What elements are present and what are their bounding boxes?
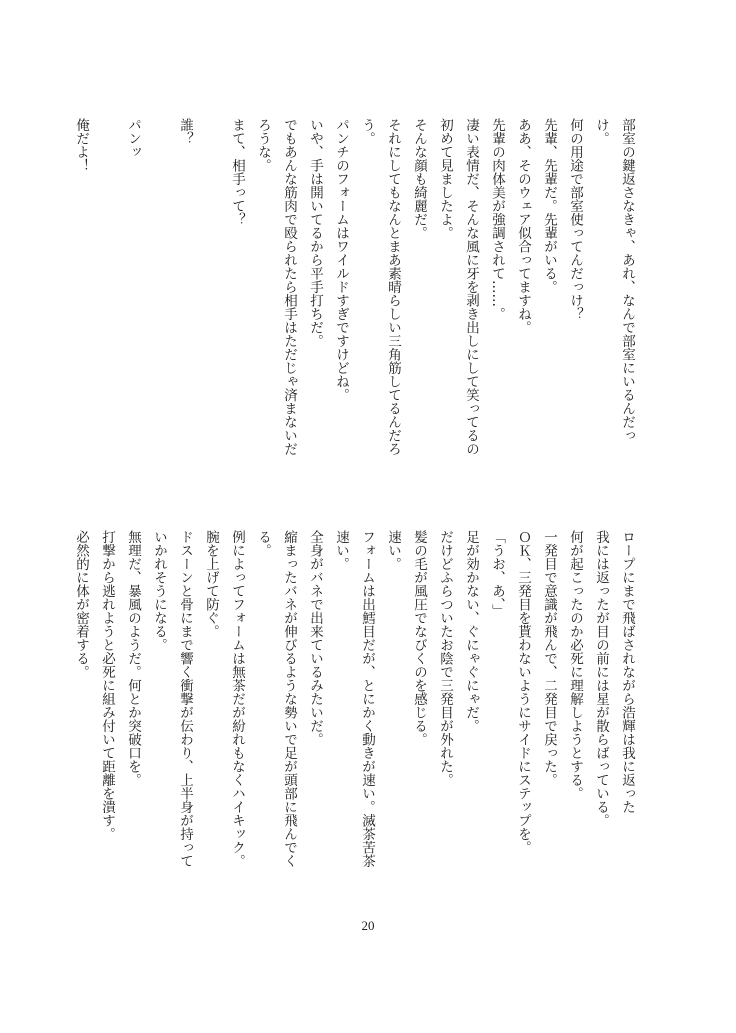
page-number: 20 [361,918,375,933]
text-line: ＯＫ、三発目を貰わないようにサイドにステップを。 [515,530,531,854]
text-line: う。 [359,118,375,145]
text-line: 必然的に体が密着する。 [73,530,89,679]
text-line: 無理だ、暴風のようだ。何とか突破口を。 [125,530,141,787]
text-block-bottom [73,530,640,925]
text-line: 一発目で意識が飛んで、二発目で戻った。 [541,530,557,787]
text-line: る。 [255,530,271,557]
text-line: 打撃から逃れようと必死に組み付いて距離を潰す。 [99,530,115,841]
text-line: ドスーンと骨にまで響く衝撃が伝わり、上半身が持って [177,530,193,868]
text-line: 腕を上げて防ぐ。 [203,530,219,638]
text-line: パンッ [125,118,141,159]
text-line: 我には返ったが目の前には星が散らばっている。 [593,530,609,827]
text-line [198,118,224,513]
text-line: いや、手は開いてるから平手打ちだ。 [307,118,323,348]
text-line [94,118,120,513]
text-line: 縮まったバネが伸びるような勢いで足が頭部に飛んでく [281,530,297,868]
text-line: だけどふらついたお陰で三発目が外れた。 [437,530,453,787]
text-line: フォームは出鱈目だが、とにかく動きが速い。滅茶苦茶 [359,530,375,868]
text-line: 速い。 [385,530,401,571]
text-line: ろうな。 [255,118,271,172]
text-line: 何の用途で部室使ってんだっけ？ [567,118,583,321]
text-line: 足が効かない、ぐにゃぐにゃだ。 [463,530,479,733]
text-line: 俺だよ！ [73,118,89,172]
text-line: 部室の鍵返さなきゃ、あれ、なんで部室にいるんだっ [619,118,635,442]
text-line: 例によってフォームは無茶だが紛れもなくハイキック。 [229,530,245,868]
text-line: け。 [593,118,609,145]
text-line [146,118,172,513]
text-line: 「うお、あ、」 [489,530,505,618]
text-line: ああ、そのウェア似合ってますね。 [515,118,531,334]
text-line: パンチのフォームはワイルドすぎですけどね。 [333,118,349,402]
text-line: いかれそうになる。 [151,530,167,652]
text-line: でもあんな筋肉で殴られたら相手はただじゃ済まないだ [281,118,297,456]
text-line: 先輩、先輩だ。先輩がいる。 [541,118,557,294]
text-block-top [73,118,640,513]
text-line: 誰？ [177,118,193,145]
text-line: 凄い表情だ、そんな風に牙を剥き出しにして笑ってるの [463,118,479,456]
text-line: 全身がバネで出来ているみたいだ。 [307,530,323,746]
text-line: そんな顔も綺麗だ。 [411,118,427,240]
text-line: 何が起こったのか必死に理解しようとする。 [567,530,583,800]
text-line: 髪の毛が風圧でなびくのを感じる。 [411,530,427,746]
text-line: 初めて見ましたよ。 [437,118,453,240]
text-line: 速い。 [333,530,349,571]
text-line: まて、相手って？ [229,118,245,226]
text-line: 先輩の肉体美が強調されて……。 [489,118,505,321]
text-line: ロープにまで飛ばされながら浩輝は我に返った [619,530,635,814]
text-line: それにしてもなんとまあ素晴らしい三角筋してるんだろ [385,118,401,456]
